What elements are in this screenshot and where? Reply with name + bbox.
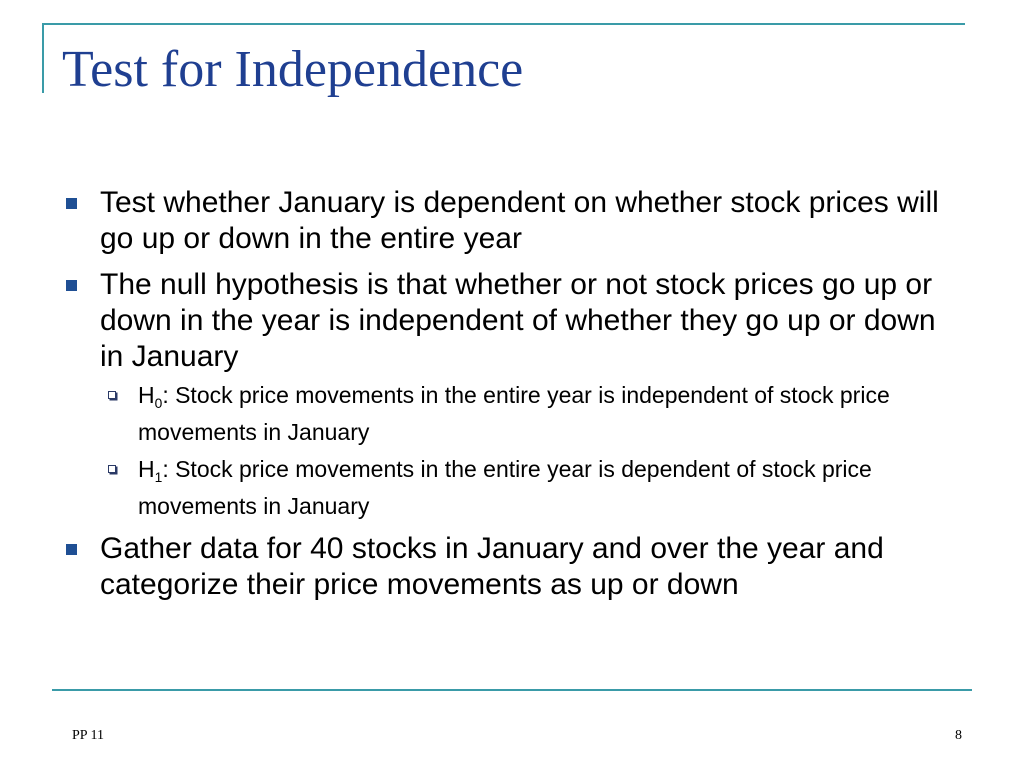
- top-rule: [42, 23, 965, 25]
- sub-bullet-item: [62, 381, 962, 447]
- hypothesis-symbol: H: [138, 382, 155, 408]
- sub-bullet-text: : Stock price movements in the entire year is independent of stock price movements in January: [138, 382, 890, 445]
- hypothesis-subscript: 0: [154, 395, 163, 411]
- left-rule: [42, 23, 44, 93]
- bottom-rule: [52, 689, 972, 691]
- slide-title: Test for Independence: [62, 41, 524, 98]
- footer-label: PP 11: [72, 728, 105, 743]
- square-bullet-icon: [66, 198, 77, 209]
- square-bullet-icon: [66, 280, 77, 291]
- hypothesis-subscript: 1: [154, 469, 163, 485]
- slide-body: [62, 185, 962, 613]
- bullet-item: [62, 267, 962, 375]
- bullet-text: The null hypothesis is that whether or not stock prices go up or down in the year is independent of whether they go up or down in January: [100, 268, 936, 373]
- square-bullet-icon: [66, 544, 77, 555]
- hollow-square-bullet-icon: [108, 465, 116, 473]
- bullet-item: [62, 531, 962, 603]
- sub-bullet-text: : Stock price movements in the entire year is dependent of stock price movements in January: [138, 455, 872, 519]
- bullet-text: Test whether January is dependent on whether stock prices will go up or down in the entire year: [100, 186, 939, 255]
- page-number: 8: [955, 728, 962, 743]
- hypothesis-symbol: H: [138, 455, 155, 482]
- bullet-text: Gather data for 40 stocks in January and over the year and categorize their price movements as up or down: [100, 531, 884, 601]
- bullet-item: [62, 185, 962, 257]
- sub-bullet-item: [62, 455, 962, 521]
- hollow-square-bullet-icon: [108, 391, 116, 399]
